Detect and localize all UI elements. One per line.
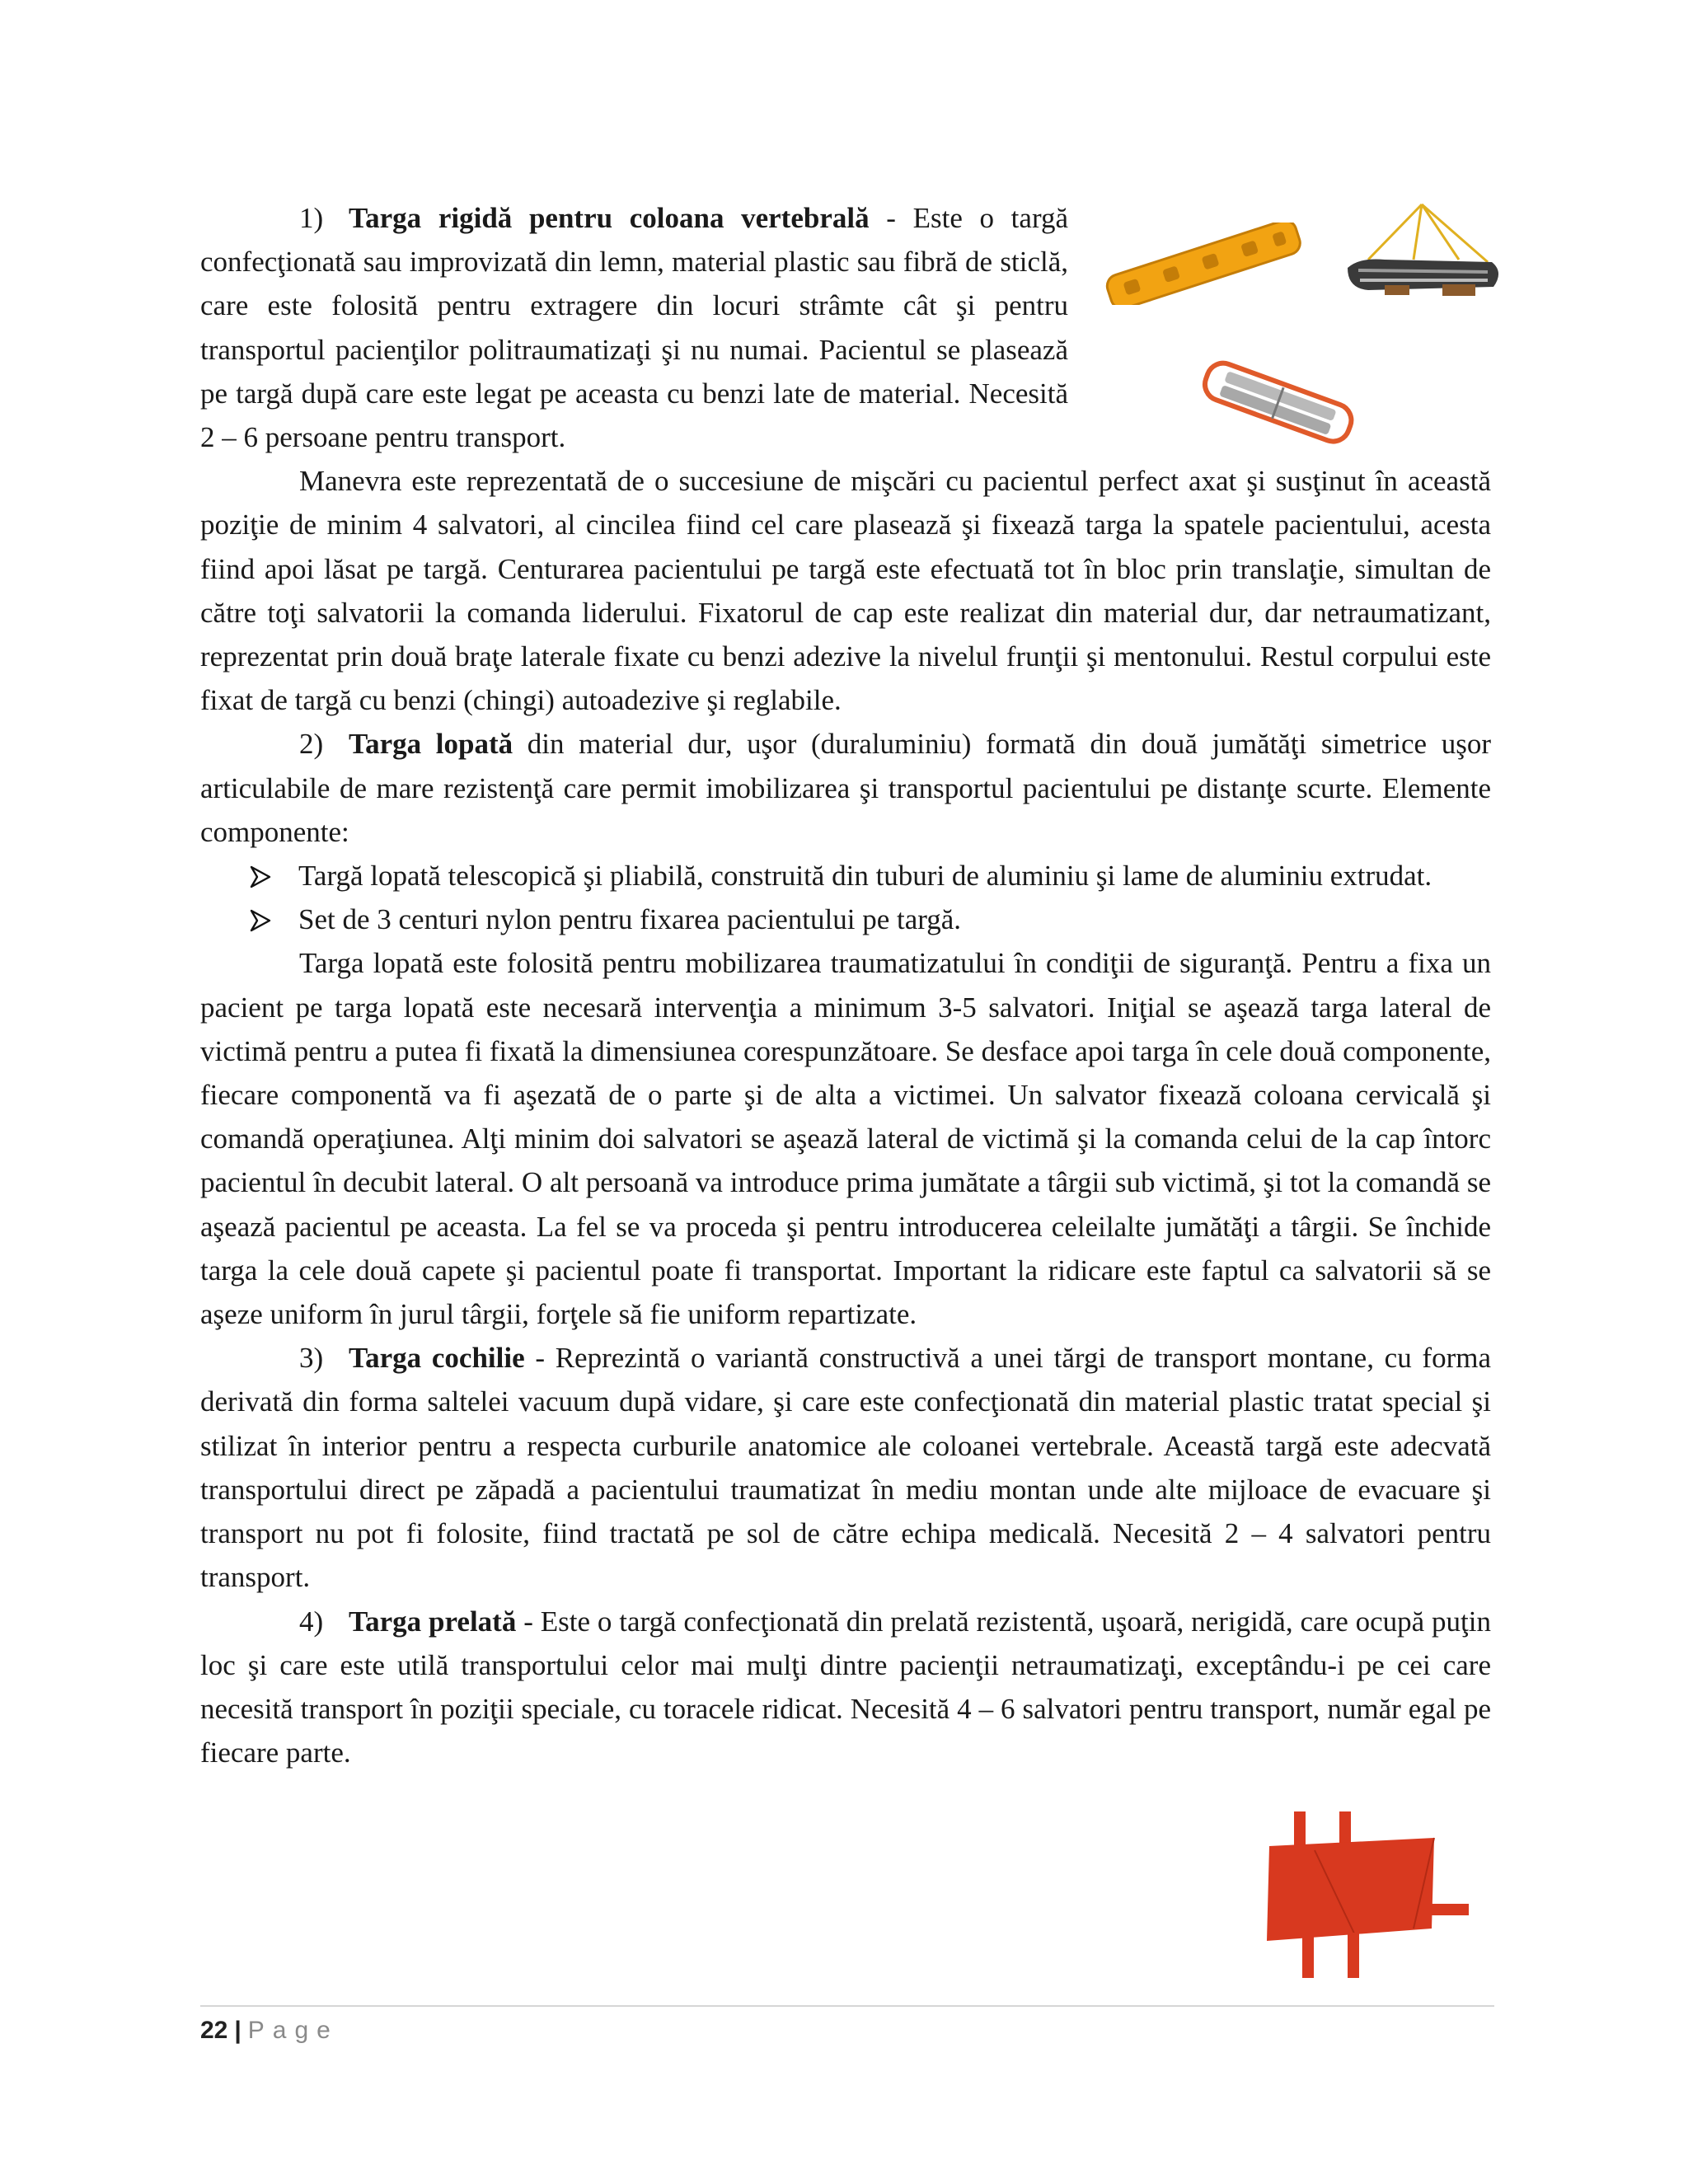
section-2-number: 2)	[299, 728, 324, 761]
section-1-paragraph	[200, 196, 1068, 459]
spine-board-image	[1096, 223, 1311, 305]
arrow-bullet-icon	[250, 898, 283, 941]
section-1-title: Targa rigidă pentru coloana vertebrală	[349, 202, 870, 234]
bullet-text: Targă lopată telescopică şi pliabilă, construită din tuburi de aluminiu şi lame de aluminiu extrudat.	[298, 860, 1432, 893]
basket-stretcher-image	[1335, 198, 1508, 313]
footer-separator: |	[234, 2017, 241, 2044]
section-3-title: Targa cochilie	[349, 1342, 525, 1375]
section-1-text: - Este o targă confecţionată sau improvizată din lemn, material plastic sau fibră de sticlă, care este folosită pentru extragere din locuri strâmte cât şi pentru transportul pacienţilor politraumatizaţi şi nu numai. Pacientul se plasează pe targă după care este legat pe aceasta cu benzi late de material. Necesită 2 – 6 persoane pentru transport.	[200, 202, 1068, 454]
section-2-title: Targa lopată	[349, 728, 513, 761]
canvas-stretcher-image	[1257, 1805, 1471, 1986]
section-2-text: din material dur, uşor (duraluminiu) formată din două jumătăţi simetrice uşor articulabile de mare rezistenţă care permit imobilizarea şi transportul pacientului pe distanţe scurte. Elemente componente:	[200, 728, 1492, 848]
section-1-paragraph-2: Manevra este reprezentată de o succesiune de mişcări cu pacientul perfect axat şi susţinut în această poziţie de minim 4 salvatori, al cincilea fiind cel care plasează şi fixează targa la spatele pacientului, acesta fiind apoi lăsat pe targă. Centurarea pacientului pe targă este efectuată tot în bloc prin translaţie, simultan de către toţi salvatorii la comanda liderului. Fixatorul de cap este realizat din material dur, dar netraumatizant, reprezentat prin două braţe laterale fixate cu benzi adezive la nivelul frunţii şi mentonului. Restul corpului este fixat de targă cu benzi (chingi) autoadezive şi reglabile.	[200, 465, 1491, 717]
section-3-paragraph	[200, 1336, 1491, 1599]
arrow-bullet-icon	[250, 854, 283, 898]
section-4-paragraph	[200, 1600, 1491, 1775]
page-number: 22	[200, 2017, 228, 2044]
bullet-item	[200, 854, 1491, 898]
bullet-item	[200, 898, 1491, 941]
section-2-paragraph-2: Targa lopată este folosită pentru mobilizarea traumatizatului în condiţii de siguranţă. Pentru a fixa un pacient pe targa lopată este necesară intervenţia a minimum 3-5 salvatori. Iniţial se aşează targa lateral de victimă pentru a putea fi fixată la dimensiunea corespunzătoare. Se desface apoi targa în cele două componente, fiecare componentă va fi aşezată de o parte şi de alta a victimei. Un salvator fixează coloana cervicală şi comandă operaţiunea. Alţi minim doi salvatori se aşează lateral de victimă şi la comanda celui de la cap întorc pacientul în decubit lateral. O alt persoană va introduce prima jumătate a târgii sub victimă, şi tot la comandă se aşează pacientul pe aceasta. La fel se va proceda şi pentru introducerea celeilalte jumătăţi a târgii. Se închide targa la cele două capete şi pacientul poate fi transportat. Important la ridicare este faptul ca salvatorii să se aşeze uniform în jurul târgii, forţele să fie uniform repartizate.	[200, 947, 1491, 1331]
bullet-text: Set de 3 centuri nylon pentru fixarea pacientului pe targă.	[298, 903, 962, 936]
section-2-paragraph	[200, 722, 1491, 854]
section-4-number: 4)	[299, 1605, 324, 1638]
section-3-number: 3)	[299, 1342, 324, 1375]
scoop-stretcher-image	[1195, 359, 1360, 449]
section-1-number: 1)	[299, 202, 324, 234]
page-footer	[200, 2014, 339, 2047]
page-label: Page	[247, 2017, 339, 2044]
section-4-title: Targa prelată	[349, 1605, 517, 1638]
section-4-text: - Este o targă confecţionată din prelată rezistentă, uşoară, nerigidă, care ocupă puţin loc şi care este utilă transportului celor mai mulţi dintre pacienţii netraumatizaţi, exceptându-i pe cei care necesită transport în poziţii speciale, cu toracele ridicat. Necesită 4 – 6 salvatori pentru transport, număr egal pe fiecare parte.	[200, 1605, 1491, 1769]
footer-rule	[200, 2005, 1494, 2007]
section-3-text: - Reprezintă o variantă constructivă a unei tărgi de transport montane, cu forma derivată din forma saltelei vacuum după vidare, şi care este confecţionată din material plastic tratat special şi stilizat în interior pentru a respecta curburile anatomice ale coloanei vertebrale. Această targă este adecvată transportului direct pe zăpadă a pacientului traumatizat în mediu montan unde alte mijloace de evacuare şi transport nu pot fi folosite, fiind tractată pe sol de către echipa medicală. Necesită 2 – 4 salvatori pentru transport.	[200, 1342, 1491, 1594]
